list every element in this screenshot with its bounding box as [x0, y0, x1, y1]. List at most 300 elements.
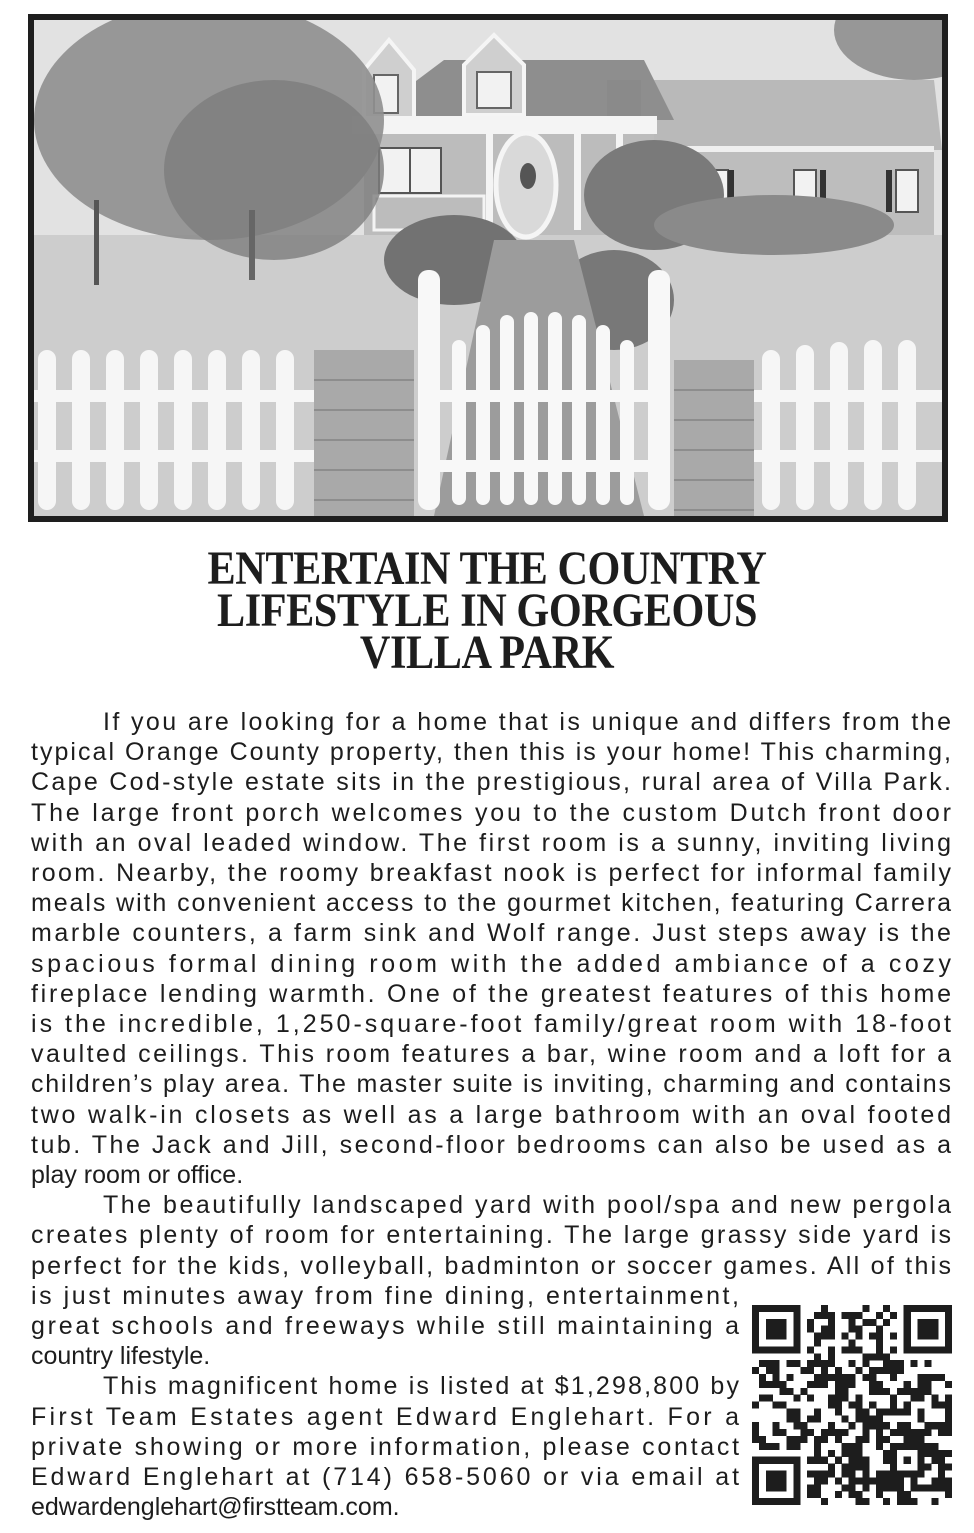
qr-module: [828, 1402, 835, 1409]
qr-module: [766, 1381, 773, 1388]
qr-module: [924, 1374, 931, 1381]
article-line: vaulted ceilings. This room features a bar, wine room and a loft for a: [31, 1040, 954, 1069]
qr-module: [890, 1402, 897, 1409]
qr-module: [869, 1333, 876, 1340]
qr-module: [752, 1471, 759, 1478]
qr-module: [828, 1312, 835, 1319]
qr-module: [924, 1484, 931, 1491]
qr-module: [890, 1484, 897, 1491]
qr-module: [938, 1450, 945, 1457]
qr-module: [752, 1346, 759, 1353]
qr-module: [862, 1477, 869, 1484]
qr-module: [773, 1402, 780, 1409]
qr-module: [800, 1429, 807, 1436]
qr-module: [842, 1443, 849, 1450]
qr-module: [849, 1360, 856, 1367]
qr-module: [793, 1346, 800, 1353]
qr-module: [828, 1360, 835, 1367]
qr-module: [814, 1450, 821, 1457]
qr-module: [911, 1346, 918, 1353]
qr-module: [869, 1319, 876, 1326]
qr-module: [821, 1436, 828, 1443]
qr-module: [890, 1312, 897, 1319]
qr-module: [883, 1353, 890, 1360]
qr-module: [869, 1353, 876, 1360]
qr-module: [918, 1319, 925, 1326]
qr-module: [918, 1326, 925, 1333]
qr-module: [786, 1443, 793, 1450]
article-line: private showing or more information, please contact: [31, 1432, 742, 1461]
qr-module: [835, 1381, 842, 1388]
qr-module: [793, 1422, 800, 1429]
qr-module: [924, 1305, 931, 1312]
qr-module: [780, 1471, 787, 1478]
qr-module: [814, 1353, 821, 1360]
qr-module: [814, 1360, 821, 1367]
qr-module: [849, 1402, 856, 1409]
qr-module: [938, 1422, 945, 1429]
qr-module: [780, 1402, 787, 1409]
qr-module: [752, 1312, 759, 1319]
qr-module: [918, 1457, 925, 1464]
qr-module: [918, 1346, 925, 1353]
qr-module: [883, 1360, 890, 1367]
qr-module: [897, 1484, 904, 1491]
qr-module: [862, 1374, 869, 1381]
qr-module: [855, 1415, 862, 1422]
qr-module: [938, 1346, 945, 1353]
qr-module: [924, 1360, 931, 1367]
qr-module: [752, 1326, 759, 1333]
qr-module: [918, 1374, 925, 1381]
qr-module: [842, 1388, 849, 1395]
qr-module: [849, 1312, 856, 1319]
qr-module: [759, 1360, 766, 1367]
qr-module: [780, 1381, 787, 1388]
qr-module: [752, 1464, 759, 1471]
qr-module: [780, 1305, 787, 1312]
article-line: with an oval leaded window. The first room is a sunny, inviting living: [31, 828, 954, 857]
qr-module: [766, 1326, 773, 1333]
qr-module: [931, 1457, 938, 1464]
qr-module: [793, 1305, 800, 1312]
qr-module: [752, 1422, 759, 1429]
qr-module: [924, 1450, 931, 1457]
qr-module: [842, 1374, 849, 1381]
headline-line: LIFESTYLE IN GORGEOUS: [216, 584, 758, 637]
qr-module: [766, 1360, 773, 1367]
qr-module: [945, 1305, 952, 1312]
qr-module: [793, 1443, 800, 1450]
qr-module: [876, 1471, 883, 1478]
qr-module: [897, 1408, 904, 1415]
qr-module: [945, 1491, 952, 1498]
qr-module: [945, 1346, 952, 1353]
article-line: tub. The Jack and Jill, second-floor bedrooms can also be used as a: [31, 1130, 954, 1159]
qr-module: [766, 1333, 773, 1340]
qr-module: [931, 1326, 938, 1333]
qr-module: [862, 1436, 869, 1443]
qr-module: [883, 1457, 890, 1464]
qr-module: [945, 1381, 952, 1388]
qr-module: [814, 1415, 821, 1422]
qr-module: [793, 1415, 800, 1422]
qr-module: [855, 1443, 862, 1450]
qr-module: [876, 1333, 883, 1340]
qr-module: [876, 1367, 883, 1374]
qr-module: [924, 1429, 931, 1436]
qr-module: [904, 1422, 911, 1429]
qr-module: [780, 1326, 787, 1333]
qr-module: [855, 1457, 862, 1464]
qr-module: [849, 1443, 856, 1450]
qr-module: [911, 1471, 918, 1478]
qr-module: [931, 1498, 938, 1505]
qr-module: [869, 1381, 876, 1388]
qr-module: [773, 1429, 780, 1436]
qr-module: [876, 1312, 883, 1319]
qr-module: [862, 1305, 869, 1312]
qr-module: [890, 1450, 897, 1457]
qr-module: [869, 1415, 876, 1422]
qr-module: [904, 1319, 911, 1326]
qr-module: [814, 1408, 821, 1415]
qr-module: [773, 1471, 780, 1478]
qr-module: [897, 1367, 904, 1374]
qr-module: [945, 1415, 952, 1422]
qr-module: [862, 1415, 869, 1422]
qr-module: [807, 1491, 814, 1498]
qr-module: [821, 1360, 828, 1367]
qr-module: [855, 1498, 862, 1505]
qr-module: [828, 1346, 835, 1353]
qr-module: [862, 1319, 869, 1326]
qr-module: [869, 1422, 876, 1429]
qr-module: [773, 1319, 780, 1326]
qr-module: [945, 1484, 952, 1491]
qr-module: [911, 1436, 918, 1443]
qr-module: [773, 1422, 780, 1429]
qr-module: [924, 1346, 931, 1353]
qr-module: [842, 1381, 849, 1388]
qr-module: [876, 1326, 883, 1333]
qr-module: [876, 1346, 883, 1353]
qr-module: [904, 1339, 911, 1346]
qr-module: [793, 1312, 800, 1319]
qr-module: [904, 1388, 911, 1395]
qr-module: [911, 1388, 918, 1395]
qr-module: [780, 1484, 787, 1491]
qr-module: [918, 1450, 925, 1457]
qr-module: [890, 1333, 897, 1340]
qr-module: [855, 1477, 862, 1484]
qr-module: [911, 1443, 918, 1450]
qr-module: [883, 1450, 890, 1457]
qr-module: [904, 1457, 911, 1464]
qr-module: [752, 1402, 759, 1409]
qr-module: [842, 1312, 849, 1319]
qr-module: [842, 1429, 849, 1436]
qr-module: [807, 1484, 814, 1491]
article-line: children’s play area. The master suite is inviting, charming and contains: [31, 1070, 953, 1099]
qr-module: [883, 1436, 890, 1443]
qr-module: [931, 1402, 938, 1409]
qr-module: [752, 1484, 759, 1491]
qr-module: [800, 1367, 807, 1374]
qr-module: [862, 1464, 869, 1471]
qr-module: [786, 1374, 793, 1381]
qr-module: [849, 1374, 856, 1381]
article-line: play room or office.: [31, 1161, 244, 1190]
qr-module: [890, 1429, 897, 1436]
qr-module: [897, 1429, 904, 1436]
qr-module: [814, 1312, 821, 1319]
qr-module: [835, 1477, 842, 1484]
qr-module: [897, 1477, 904, 1484]
qr-module: [849, 1450, 856, 1457]
qr-module: [780, 1429, 787, 1436]
qr-module: [945, 1333, 952, 1340]
qr-module: [918, 1408, 925, 1415]
qr-module: [786, 1498, 793, 1505]
qr-module: [849, 1471, 856, 1478]
qr-module: [904, 1326, 911, 1333]
qr-module: [890, 1408, 897, 1415]
qr-module: [759, 1436, 766, 1443]
qr-module: [945, 1408, 952, 1415]
article-line: edwardenglehart@firstteam.com.: [31, 1493, 400, 1522]
qr-module: [945, 1339, 952, 1346]
qr-module: [855, 1464, 862, 1471]
qr-module: [883, 1408, 890, 1415]
qr-module: [855, 1450, 862, 1457]
qr-module: [931, 1305, 938, 1312]
qr-module: [904, 1381, 911, 1388]
qr-module: [800, 1422, 807, 1429]
photo-frame: [28, 14, 948, 522]
qr-module: [793, 1436, 800, 1443]
qr-module: [918, 1443, 925, 1450]
qr-module: [855, 1491, 862, 1498]
qr-module: [931, 1450, 938, 1457]
qr-module: [855, 1346, 862, 1353]
qr-module: [849, 1484, 856, 1491]
qr-module: [814, 1443, 821, 1450]
qr-module: [814, 1333, 821, 1340]
qr-module: [766, 1477, 773, 1484]
qr-module: [821, 1305, 828, 1312]
qr-module: [752, 1457, 759, 1464]
qr-module: [835, 1429, 842, 1436]
qr-module: [924, 1443, 931, 1450]
qr-module: [793, 1457, 800, 1464]
qr-module: [869, 1374, 876, 1381]
qr-module: [793, 1491, 800, 1498]
qr-module: [849, 1491, 856, 1498]
qr-module: [773, 1443, 780, 1450]
qr-module: [862, 1457, 869, 1464]
qr-module: [883, 1422, 890, 1429]
qr-module: [883, 1388, 890, 1395]
qr-module: [911, 1305, 918, 1312]
qr-module: [766, 1484, 773, 1491]
qr-module: [855, 1436, 862, 1443]
qr-module: [904, 1312, 911, 1319]
qr-module: [862, 1408, 869, 1415]
qr-module: [938, 1477, 945, 1484]
qr-module: [945, 1477, 952, 1484]
qr-module: [752, 1333, 759, 1340]
qr-module: [752, 1429, 759, 1436]
qr-module: [773, 1346, 780, 1353]
qr-module: [759, 1305, 766, 1312]
qr-module: [890, 1395, 897, 1402]
qr-module: [869, 1402, 876, 1409]
qr-module: [786, 1436, 793, 1443]
headline-line: VILLA PARK: [359, 626, 615, 679]
qr-module: [752, 1305, 759, 1312]
qr-module: [876, 1339, 883, 1346]
qr-module: [945, 1429, 952, 1436]
article-line: room. Nearby, the roomy breakfast nook is perfect for informal family: [31, 859, 954, 888]
qr-module: [842, 1395, 849, 1402]
qr-module: [876, 1443, 883, 1450]
qr-module: [890, 1346, 897, 1353]
qr-module: [911, 1360, 918, 1367]
qr-module: [897, 1471, 904, 1478]
qr-module: [931, 1477, 938, 1484]
qr-code-icon[interactable]: [752, 1305, 952, 1505]
qr-module: [814, 1471, 821, 1478]
article-line: spacious formal dining room with the added ambiance of a cozy: [31, 949, 955, 978]
qr-module: [807, 1471, 814, 1478]
qr-module: [945, 1464, 952, 1471]
qr-module: [766, 1367, 773, 1374]
qr-module: [752, 1491, 759, 1498]
qr-module: [793, 1484, 800, 1491]
qr-module: [773, 1333, 780, 1340]
qr-module: [938, 1429, 945, 1436]
qr-module: [786, 1388, 793, 1395]
qr-module: [890, 1477, 897, 1484]
qr-module: [945, 1395, 952, 1402]
qr-module: [842, 1346, 849, 1353]
qr-module: [780, 1477, 787, 1484]
qr-module: [793, 1339, 800, 1346]
qr-module: [759, 1457, 766, 1464]
qr-module: [918, 1471, 925, 1478]
article-line: Edward Englehart at (714) 658-5060 or via email at: [31, 1463, 742, 1492]
qr-module: [855, 1312, 862, 1319]
qr-module: [911, 1484, 918, 1491]
article-line: country lifestyle.: [31, 1342, 211, 1371]
qr-module: [759, 1381, 766, 1388]
qr-module: [876, 1477, 883, 1484]
qr-module: [793, 1395, 800, 1402]
qr-module: [904, 1408, 911, 1415]
qr-module: [821, 1326, 828, 1333]
qr-module: [918, 1381, 925, 1388]
qr-module: [876, 1429, 883, 1436]
headline: [58, 542, 915, 679]
qr-module: [918, 1333, 925, 1340]
qr-module: [876, 1491, 883, 1498]
qr-module: [904, 1491, 911, 1498]
qr-module: [842, 1415, 849, 1422]
qr-module: [835, 1367, 842, 1374]
qr-module: [904, 1402, 911, 1409]
qr-module: [773, 1484, 780, 1491]
qr-module: [876, 1415, 883, 1422]
qr-module: [773, 1477, 780, 1484]
qr-module: [904, 1471, 911, 1478]
qr-module: [876, 1381, 883, 1388]
article-line: meals with convenient access to the gourmet kitchen, featuring Carrera: [31, 889, 953, 918]
qr-module: [924, 1319, 931, 1326]
qr-module: [849, 1319, 856, 1326]
qr-module: [828, 1395, 835, 1402]
qr-module: [793, 1464, 800, 1471]
qr-module: [938, 1471, 945, 1478]
qr-module: [931, 1395, 938, 1402]
qr-module: [786, 1408, 793, 1415]
qr-module: [835, 1402, 842, 1409]
qr-module: [945, 1450, 952, 1457]
qr-module: [883, 1471, 890, 1478]
qr-module: [931, 1333, 938, 1340]
qr-module: [766, 1395, 773, 1402]
qr-module: [821, 1312, 828, 1319]
qr-module: [918, 1464, 925, 1471]
qr-module: [918, 1484, 925, 1491]
qr-module: [904, 1498, 911, 1505]
article-line: perfect for the kids, volleyball, badminton or soccer games. All of this: [31, 1251, 954, 1280]
qr-module: [938, 1374, 945, 1381]
qr-module: [814, 1477, 821, 1484]
qr-module: [828, 1464, 835, 1471]
qr-module: [773, 1367, 780, 1374]
qr-module: [924, 1388, 931, 1395]
qr-module: [835, 1491, 842, 1498]
qr-module: [890, 1464, 897, 1471]
qr-module: [897, 1422, 904, 1429]
qr-module: [924, 1333, 931, 1340]
qr-module: [883, 1484, 890, 1491]
qr-module: [786, 1457, 793, 1464]
qr-module: [849, 1381, 856, 1388]
qr-module: [793, 1477, 800, 1484]
qr-module: [842, 1464, 849, 1471]
qr-module: [945, 1422, 952, 1429]
qr-module: [924, 1464, 931, 1471]
qr-module: [938, 1457, 945, 1464]
qr-module: [766, 1346, 773, 1353]
qr-module: [814, 1374, 821, 1381]
qr-module: [773, 1360, 780, 1367]
qr-module: [876, 1484, 883, 1491]
qr-module: [828, 1422, 835, 1429]
qr-module: [752, 1339, 759, 1346]
qr-module: [890, 1443, 897, 1450]
qr-module: [849, 1339, 856, 1346]
article-line: creates plenty of room for entertaining. The large grassy side yard is: [31, 1221, 954, 1250]
qr-module: [821, 1471, 828, 1478]
qr-module: [766, 1498, 773, 1505]
qr-module: [773, 1457, 780, 1464]
qr-module: [883, 1498, 890, 1505]
qr-module: [911, 1429, 918, 1436]
qr-module: [793, 1319, 800, 1326]
